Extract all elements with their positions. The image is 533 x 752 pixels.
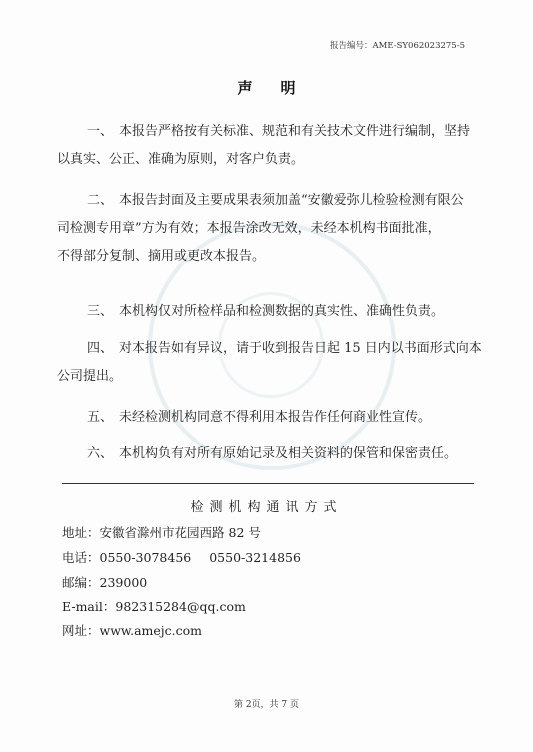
- clause-2: [57, 187, 464, 271]
- clause-text-line: 以真实、公正、准确为原则，对客户负责。: [57, 152, 305, 167]
- contact-email: [62, 597, 246, 617]
- phone-value-2: 0550-3214856: [209, 550, 301, 565]
- address-label: 地址：: [62, 525, 100, 540]
- clause-text-line: 司检测专用章”方为有效；本报告涂改无效，未经本机构书面批准，: [57, 221, 441, 236]
- contact-section-title: 检测机构通讯方式: [190, 500, 343, 515]
- page-title: 声明: [237, 79, 324, 97]
- contact-website: [62, 621, 202, 641]
- contact-phone: [62, 548, 301, 568]
- clause-number: 六、: [87, 446, 114, 461]
- clause-text-line: 不得部分复制、摘用或更改本报告。: [57, 249, 266, 264]
- contact-address: [62, 523, 261, 543]
- clause-text-line: 未经检测机构同意不得利用本报告作任何商业性宣传。: [119, 410, 432, 425]
- postcode-value: 239000: [99, 575, 148, 590]
- clause-number: 二、: [87, 193, 114, 208]
- clause-3: [87, 298, 451, 326]
- phone-label: 电话：: [62, 550, 100, 565]
- website-label: 网址：: [62, 623, 100, 638]
- clause-4: [57, 335, 482, 391]
- email-label: E-mail：: [62, 599, 116, 614]
- clause-text-line: 本报告严格按有关标准、规范和有关技术文件进行编制，坚持: [119, 124, 471, 139]
- clause-6: [87, 440, 458, 468]
- phone-value-1: 0550-3078456: [99, 550, 192, 565]
- clause-number: 四、: [87, 341, 114, 356]
- address-value: 安徽省滁州市花园西路 82 号: [99, 525, 261, 540]
- clause-number: 五、: [87, 410, 114, 425]
- clause-text-line: 本报告封面及主要成果表须加盖“安徽爱弥儿检验检测有限公: [119, 193, 464, 208]
- email-value[interactable]: 982315284@qq.com: [115, 599, 246, 614]
- clause-text-line: 公司提出。: [57, 369, 123, 384]
- page-footer: 第 2页，共 7 页: [233, 700, 300, 710]
- clause-number: 三、: [87, 304, 114, 319]
- clause-1: [57, 118, 471, 174]
- section-divider: [62, 483, 474, 484]
- report-number: 报告编号：AME-SY062023275-5: [330, 41, 465, 51]
- postcode-label: 邮编：: [62, 575, 100, 590]
- clause-text-line: 本机构仅对所检样品和检测数据的真实性、准确性负责。: [119, 304, 445, 319]
- clause-text-line: 本机构负有对所有原始记录及相关资料的保管和保密责任。: [119, 446, 458, 461]
- clause-5: [87, 404, 451, 432]
- clause-text-line: 对本报告如有异议，请于收到报告日起 15 日内以书面形式向本: [119, 341, 482, 356]
- clause-number: 一、: [87, 124, 114, 139]
- website-link[interactable]: www.amejc.com: [99, 623, 203, 638]
- contact-postcode: [62, 573, 147, 593]
